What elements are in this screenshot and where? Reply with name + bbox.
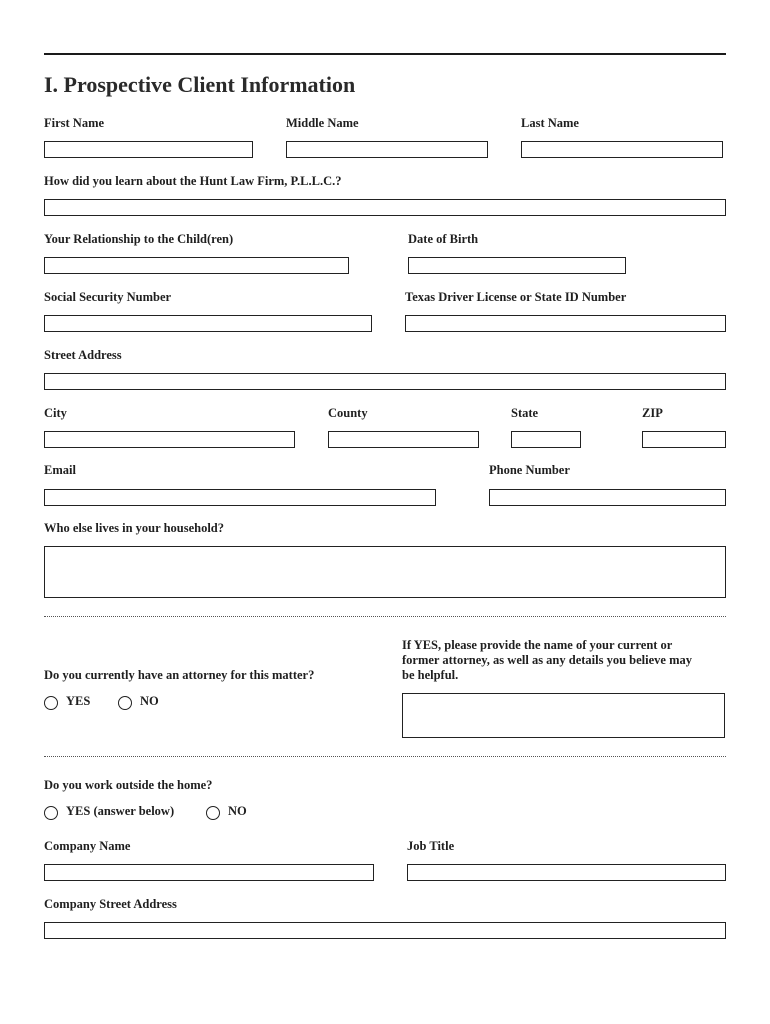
attorney-details-label: If YES, please provide the name of your current or former attorney, as well as any details you believe may be helpful. xyxy=(402,638,693,682)
section-divider xyxy=(44,616,726,617)
zip-label: ZIP xyxy=(642,406,663,420)
company-name-label: Company Name xyxy=(44,839,131,853)
company-address-label: Company Street Address xyxy=(44,897,177,911)
dob-field[interactable] xyxy=(408,257,626,274)
relationship-field[interactable] xyxy=(44,257,349,274)
household-label: Who else lives in your household? xyxy=(44,521,225,535)
first-name-label: First Name xyxy=(44,116,105,130)
job-title-field[interactable] xyxy=(407,864,726,881)
city-field[interactable] xyxy=(44,431,295,448)
middle-name-label: Middle Name xyxy=(286,116,359,130)
county-field[interactable] xyxy=(328,431,479,448)
section-title: I. Prospective Client Information xyxy=(44,72,356,97)
county-label: County xyxy=(328,406,368,420)
attorney-yes-radio[interactable] xyxy=(44,696,58,710)
work-no-label: NO xyxy=(228,804,247,818)
middle-name-field[interactable] xyxy=(286,141,488,158)
attorney-yes-label: YES xyxy=(66,694,91,708)
attorney-no-label: NO xyxy=(140,694,159,708)
work-no-radio[interactable] xyxy=(206,806,220,820)
ssn-field[interactable] xyxy=(44,315,372,332)
household-field[interactable] xyxy=(44,546,726,598)
work-yes-label: YES (answer below) xyxy=(66,804,175,818)
company-name-field[interactable] xyxy=(44,864,374,881)
attorney-question: Do you currently have an attorney for this matter? xyxy=(44,668,315,682)
street-field[interactable] xyxy=(44,373,726,390)
relationship-label: Your Relationship to the Child(ren) xyxy=(44,232,234,246)
attorney-no-radio[interactable] xyxy=(118,696,132,710)
email-label: Email xyxy=(44,463,76,477)
state-field[interactable] xyxy=(511,431,581,448)
work-question: Do you work outside the home? xyxy=(44,778,213,792)
zip-field[interactable] xyxy=(642,431,726,448)
phone-label: Phone Number xyxy=(489,463,570,477)
last-name-label: Last Name xyxy=(521,116,579,130)
job-title-label: Job Title xyxy=(407,839,455,853)
state-label: State xyxy=(511,406,539,420)
referral-label: How did you learn about the Hunt Law Firm, P.L.L.C.? xyxy=(44,174,342,188)
dl-field[interactable] xyxy=(405,315,726,332)
email-field[interactable] xyxy=(44,489,436,506)
attorney-details-field[interactable] xyxy=(402,693,725,738)
last-name-field[interactable] xyxy=(521,141,723,158)
referral-field[interactable] xyxy=(44,199,726,216)
phone-field[interactable] xyxy=(489,489,726,506)
dob-label: Date of Birth xyxy=(408,232,479,246)
dl-label: Texas Driver License or State ID Number xyxy=(405,290,627,304)
company-address-field[interactable] xyxy=(44,922,726,939)
street-label: Street Address xyxy=(44,348,122,362)
work-yes-radio[interactable] xyxy=(44,806,58,820)
top-rule xyxy=(44,53,726,55)
first-name-field[interactable] xyxy=(44,141,253,158)
city-label: City xyxy=(44,406,67,420)
ssn-label: Social Security Number xyxy=(44,290,172,304)
section-divider xyxy=(44,756,726,757)
